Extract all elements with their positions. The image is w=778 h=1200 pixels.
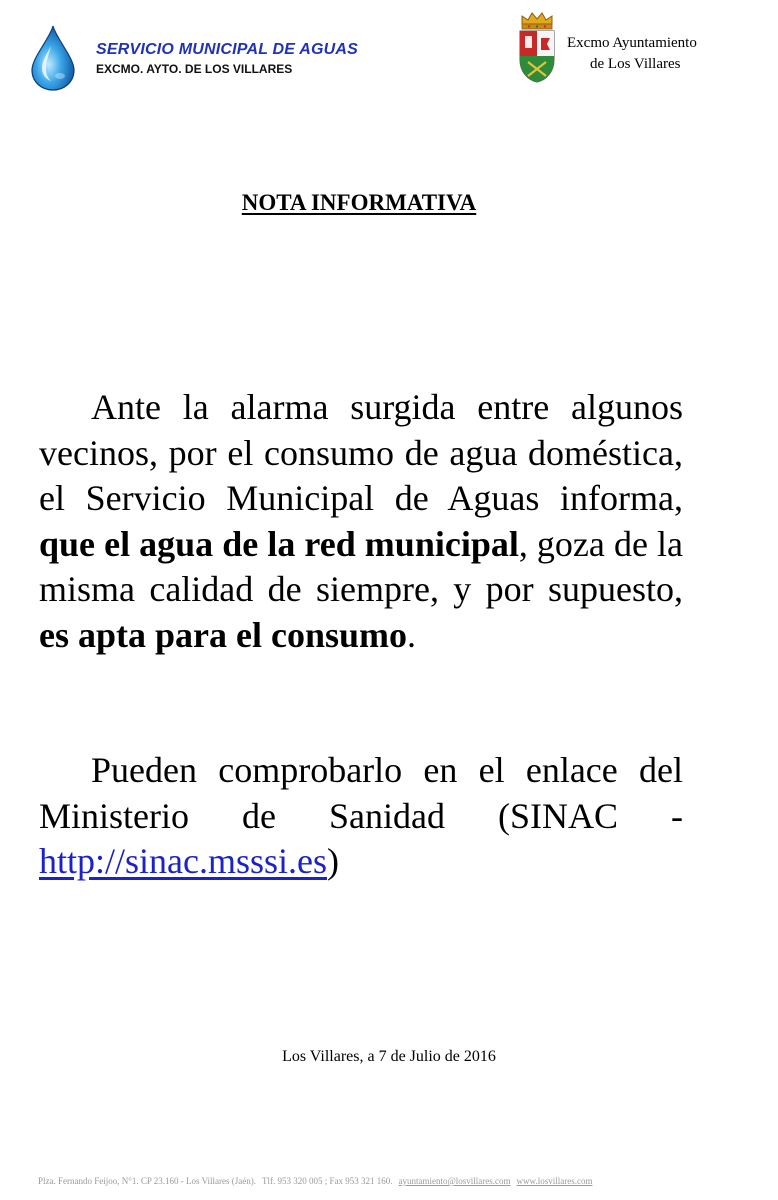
council-name-line1: Excmo Ayuntamiento <box>567 35 697 51</box>
council-name-line2: de Los Villares <box>590 56 681 72</box>
notice-paragraph <box>39 385 683 658</box>
council-header <box>514 10 754 90</box>
notice-bold-statement2: es apta para el consumo <box>39 614 407 655</box>
service-title: SERVICIO MUNICIPAL DE AGUAS <box>96 41 359 58</box>
document-title: NOTA INFORMATIVA <box>241 190 477 215</box>
verification-text-part2: ) <box>327 841 339 881</box>
footer-email-link[interactable]: ayuntamiento@losvillares.com <box>398 1176 511 1186</box>
footer-website-link[interactable]: www.losvillares.com <box>516 1176 593 1186</box>
notice-bold-statement1: que el agua de la red municipal <box>39 523 519 564</box>
notice-text-part3: . <box>407 614 416 655</box>
sinac-link[interactable]: http://sinac.msssi.es <box>39 841 327 881</box>
notice-text-part2: , goza de la misma calidad de siempre, y por supuesto, <box>39 523 684 609</box>
footer-phones: Tlf. 953 320 005 ; Fax 953 321 160. <box>262 1176 393 1186</box>
coat-of-arms-icon <box>514 10 560 84</box>
verification-text-part1: Pueden comprobarlo en el enlace del Ministerio de Sanidad (SINAC - <box>39 750 683 836</box>
footer-contact <box>38 1176 592 1186</box>
notice-text-part1: Ante la alarma surgida entre algunos vecinos, por el consumo de agua doméstica, el Servicio Municipal de Aguas informa, <box>39 387 683 518</box>
water-service-header <box>28 24 468 96</box>
service-subtitle: EXCMO. AYTO. DE LOS VILLARES <box>96 62 293 76</box>
water-drop-icon <box>28 24 78 92</box>
document-date: Los Villares, a 7 de Julio de 2016 <box>282 1048 496 1065</box>
verification-paragraph <box>39 748 683 885</box>
footer-address: Plza. Fernando Feijoo, N°1. CP 23.160 - Los Villares (Jaén). <box>38 1176 257 1186</box>
